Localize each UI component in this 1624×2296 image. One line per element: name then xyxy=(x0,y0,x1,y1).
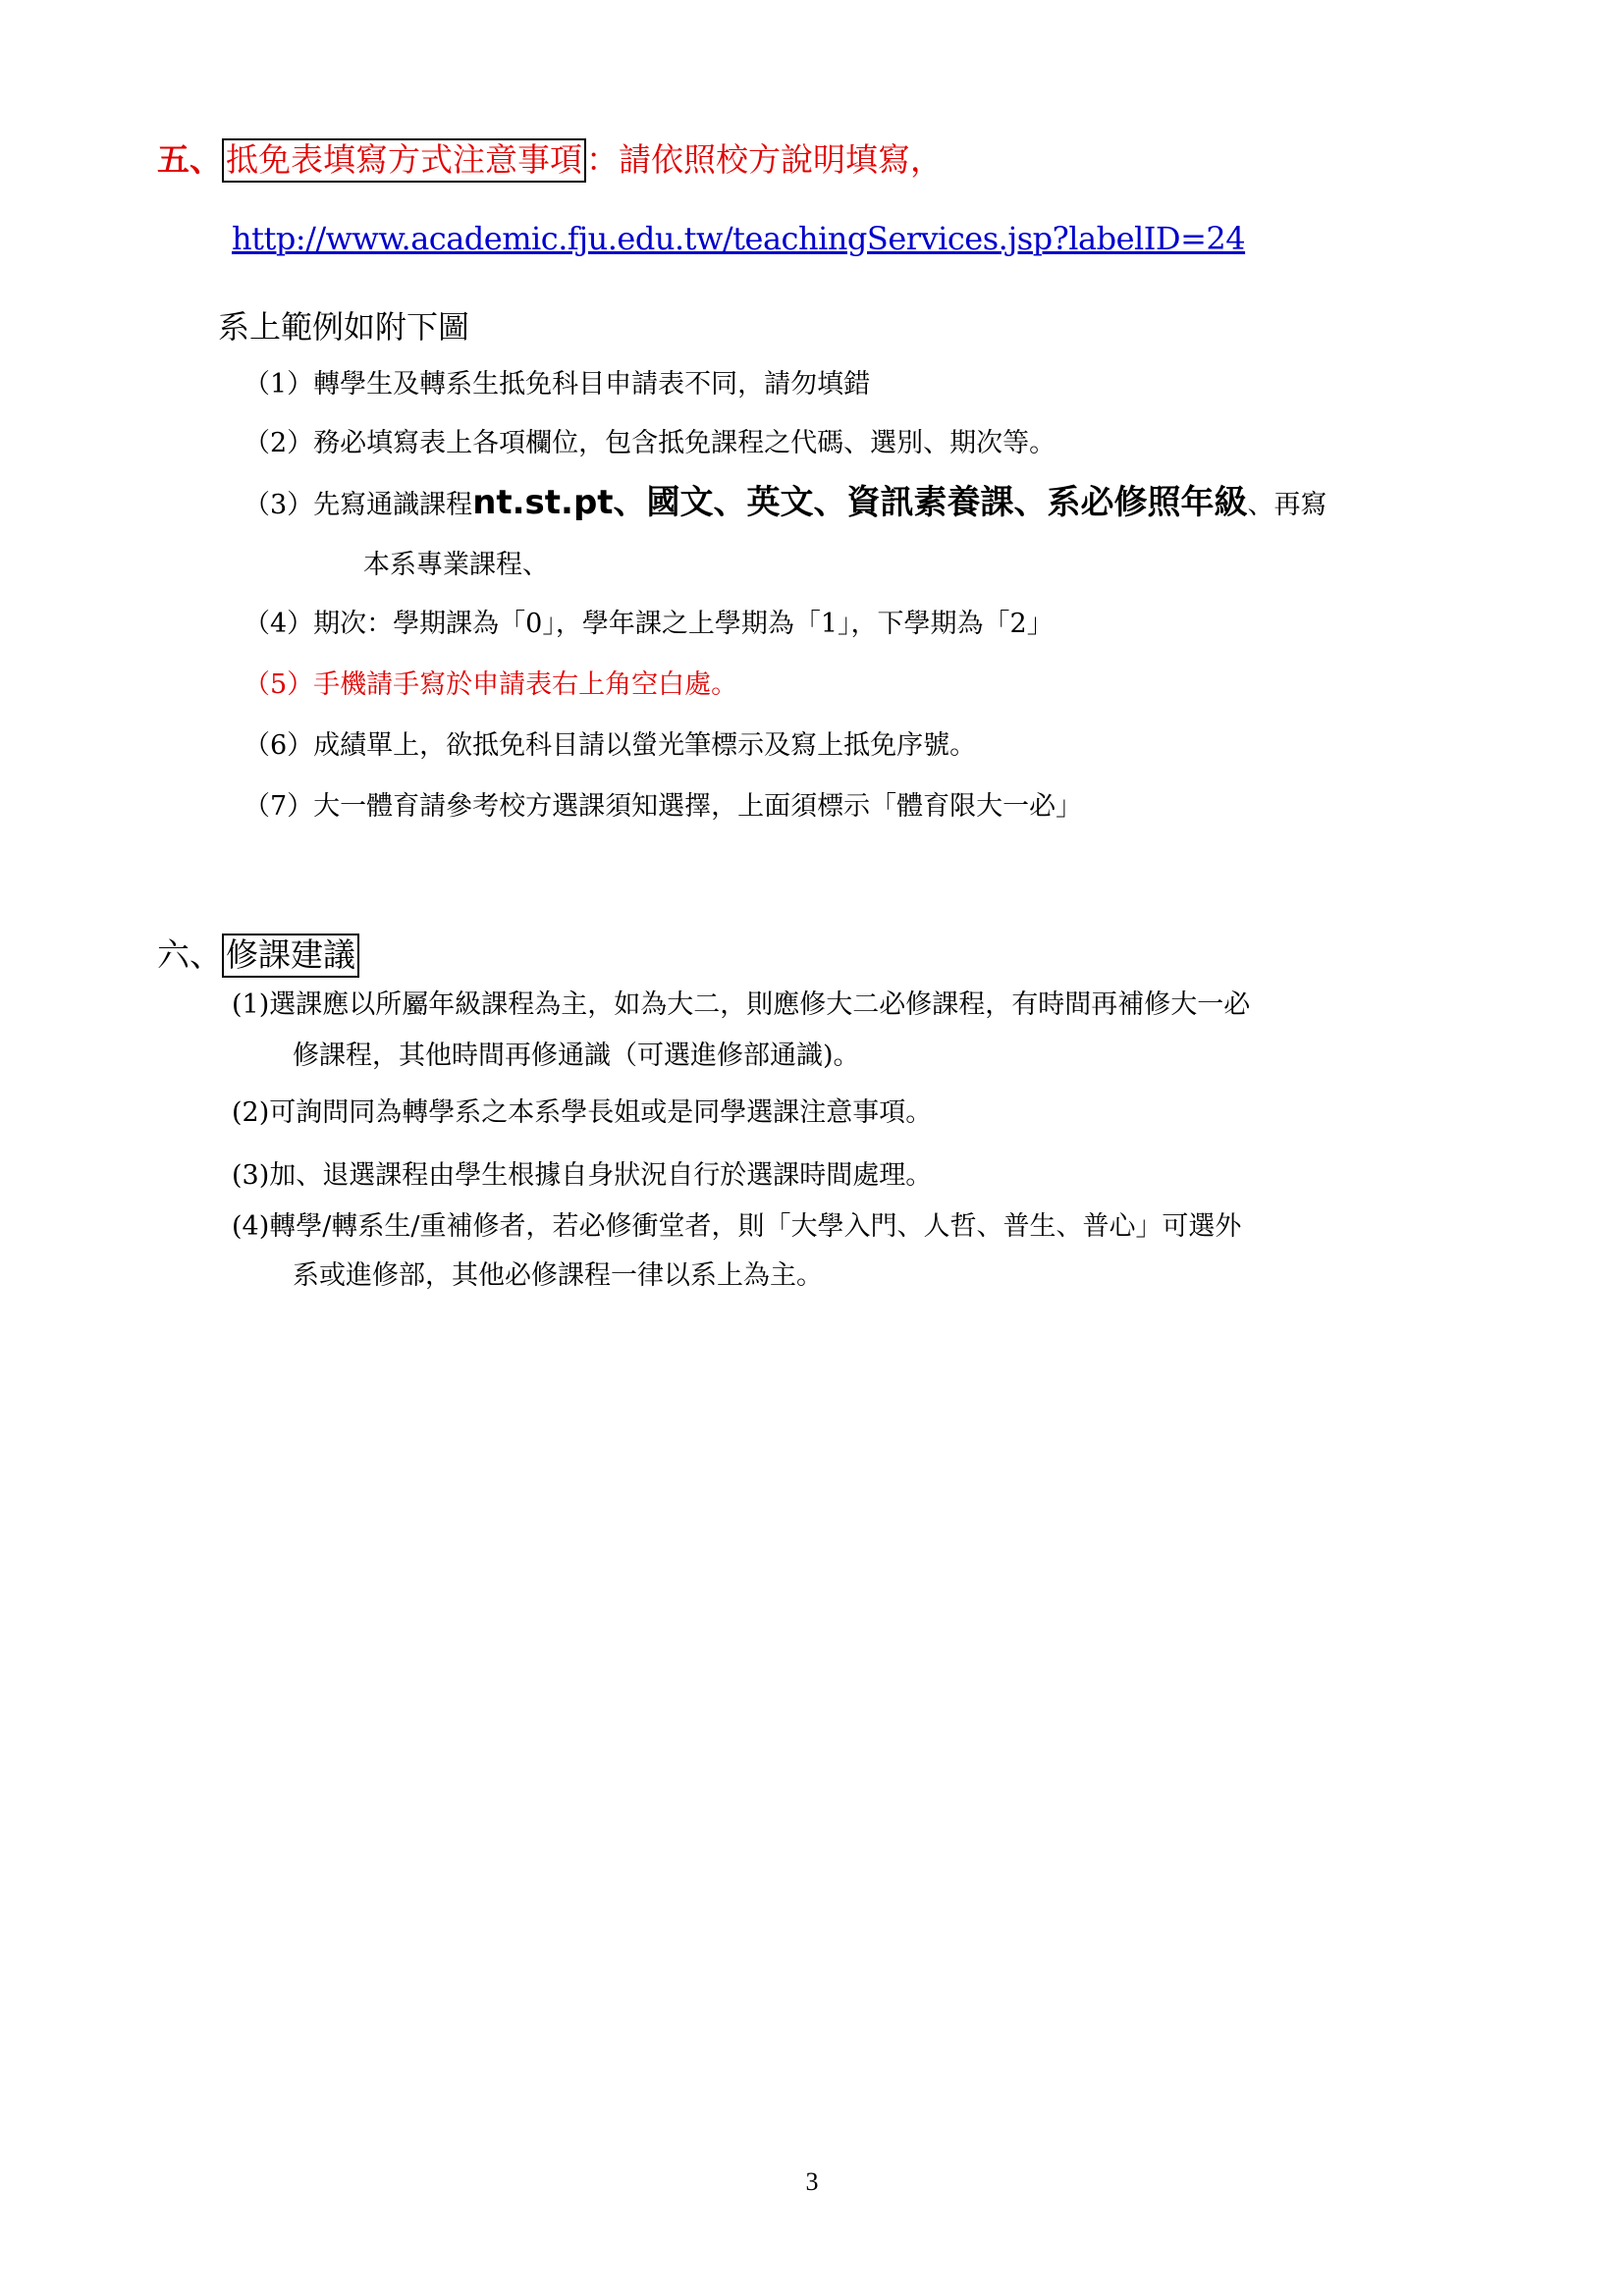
section-5-heading-suffix: ：請依照校方說明填寫， xyxy=(586,140,943,179)
section-5-item-5: （5）手機請手寫於申請表右上角空白處。 xyxy=(244,669,738,700)
section-5-boxed-title: 抵免表填寫方式注意事項 xyxy=(222,138,586,183)
section-5-item-4: （4）期次：學期課為「0」，學年課之上學期為「1」，下學期為「2」 xyxy=(244,609,1054,639)
section-6-boxed-title: 修課建議 xyxy=(222,934,359,978)
section-6-item-4: (4)轉學/轉系生/重補修者，若必修衝堂者，則「大學入門、人哲、普生、普心」可選外 xyxy=(232,1211,1242,1242)
section-6-item-4-continuation: 系或進修部，其他必修課程一律以系上為主。 xyxy=(293,1260,823,1291)
section-5-item-6: （6）成績單上，欲抵免科目請以螢光筆標示及寫上抵免序號。 xyxy=(244,730,977,761)
item-3-bold: nt.st.pt、國文、英文、資訊素養課、系必修照年級 xyxy=(472,483,1248,522)
section-5-item-3 xyxy=(244,483,1327,525)
section-6-item-1-continuation: 修課程，其他時間再修通識（可選進修部通識)。 xyxy=(293,1041,860,1071)
section-5-number: 五、 xyxy=(157,140,222,179)
section-5-item-2: （2）務必填寫表上各項欄位，包含抵免課程之代碼、選別、期次等。 xyxy=(244,428,1056,458)
section-6-number: 六、 xyxy=(157,935,222,974)
instructions-link[interactable]: http://www.academic.fju.edu.tw/teachingServices.jsp?labelID=24 xyxy=(232,220,1246,257)
section-6-item-2: (2)可詢問同為轉學系之本系學長姐或是同學選課注意事項。 xyxy=(232,1097,933,1128)
section-6-item-3: (3)加、退選課程由學生根據自身狀況自行於選課時間處理。 xyxy=(232,1160,933,1191)
item-3-prefix: （3）先寫通識課程 xyxy=(244,490,473,520)
section-5-item-3-continuation: 本系專業課程、 xyxy=(363,550,549,580)
section-5-heading xyxy=(157,135,943,185)
section-5-item-1: （1）轉學生及轉系生抵免科目申請表不同，請勿填錯 xyxy=(244,369,871,400)
item-3-suffix: 、再寫 xyxy=(1247,490,1327,520)
page-number: 3 xyxy=(805,2167,819,2196)
section-6-heading xyxy=(157,931,359,980)
section-6-item-1: (1)選課應以所屬年級課程為主，如為大二，則應修大二必修課程，有時間再補修大一必 xyxy=(232,989,1251,1020)
section-5-item-7: （7）大一體育請參考校方選課須知選擇，上面須標示「體育限大一必」 xyxy=(244,791,1083,822)
section-5-intro: 系上範例如附下圖 xyxy=(218,308,470,346)
